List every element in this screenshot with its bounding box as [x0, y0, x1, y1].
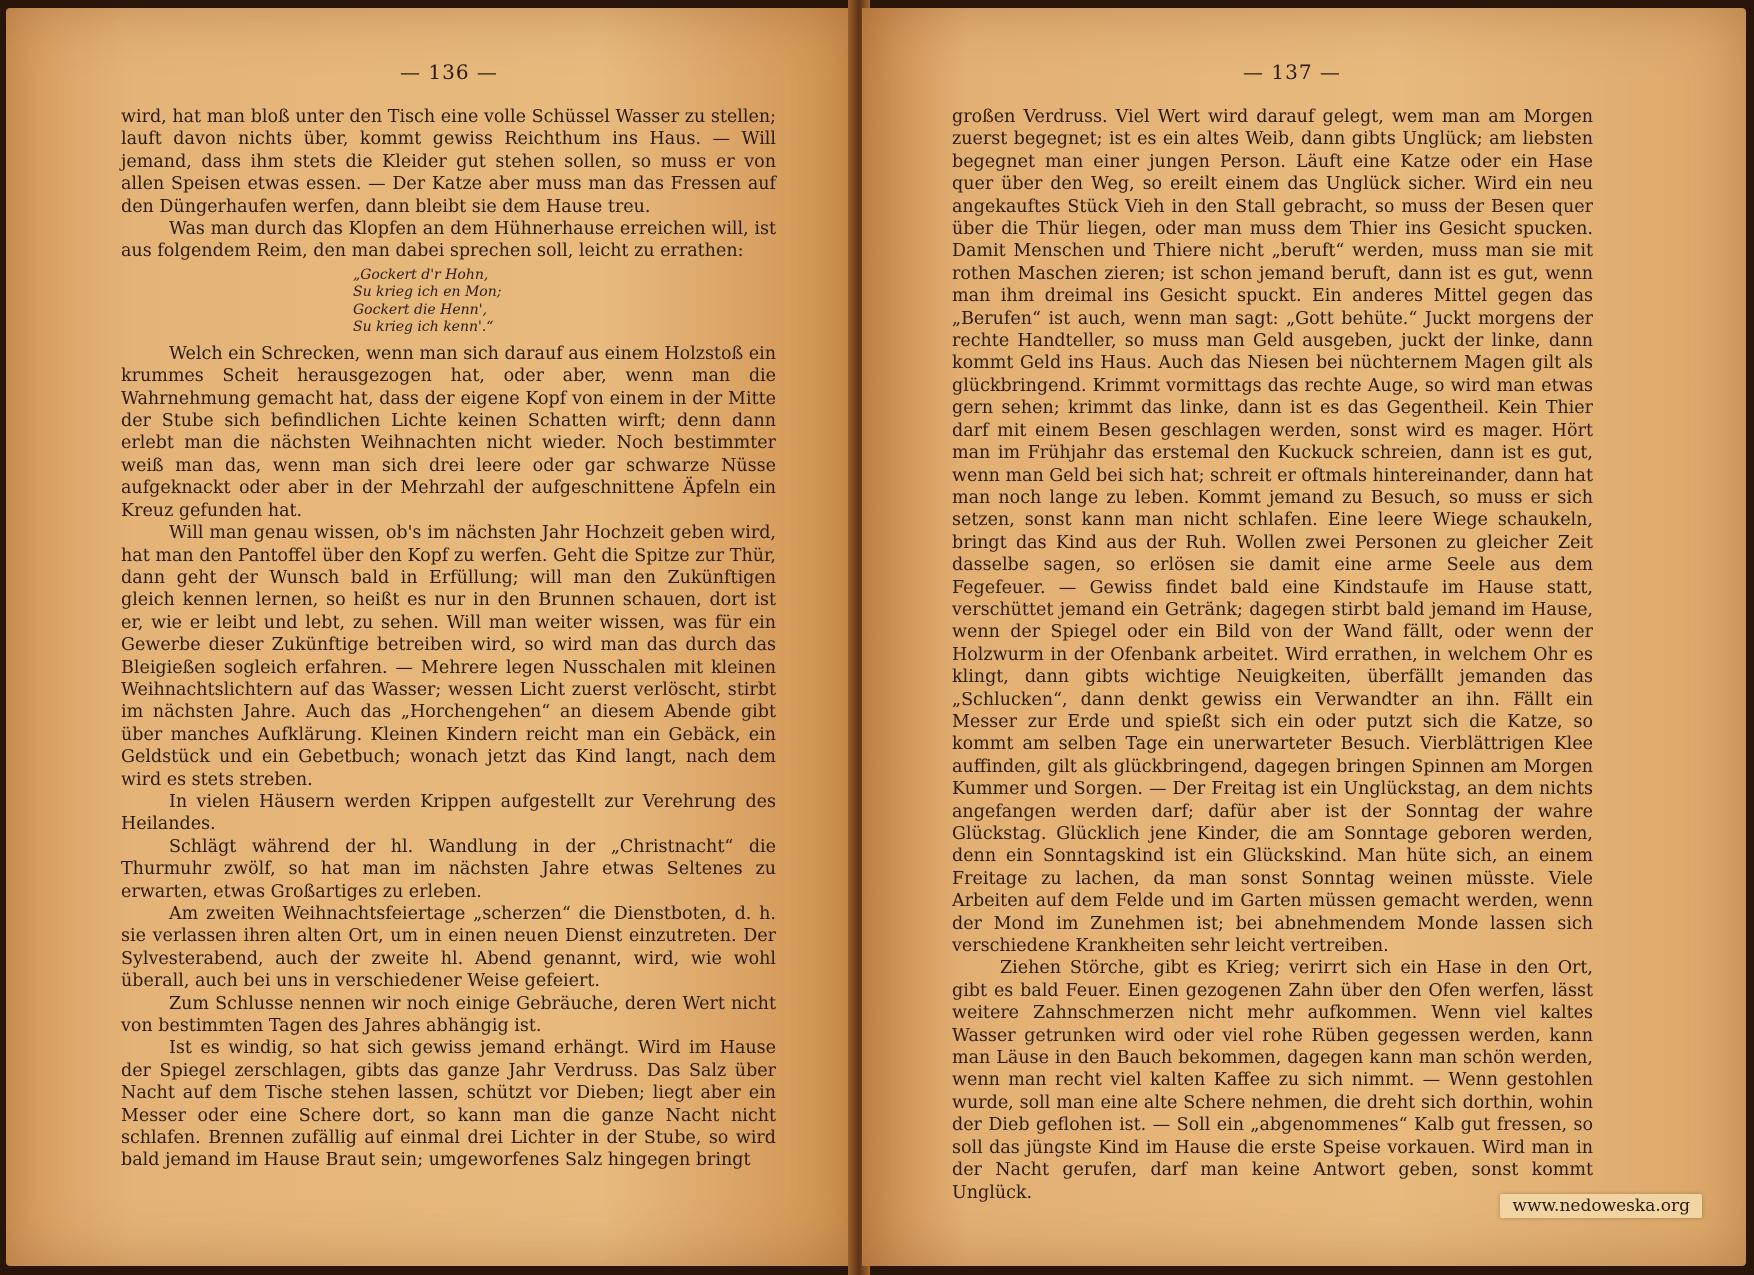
left-page	[6, 8, 856, 1266]
right-page	[862, 8, 1746, 1266]
verse-line: „Gockert d'r Hohn,	[353, 266, 489, 283]
left-page-number: — 136 —	[400, 60, 498, 84]
verse-line: Su krieg ich en Mon;	[353, 284, 502, 301]
verse-line: Gockert die Henn',	[353, 301, 487, 318]
paragraph: Ist es windig, so hat sich gewiss jemand erhängt. Wird im Hause der Spiegel zerschlagen, gibts das ganze Jahr Verdruss. Das Salz über Nacht auf dem Tische stehen lassen, schützt vor Dieben; liegt aber ein Messer oder eine Schere dort, so kann man die ganze Nacht nicht schlafen. Brennen zufällig auf einmal drei Lichter in der Stube, so wird bald jemand im Hause Braut sein; umgeworfenes Salz hingegen bringt	[121, 1038, 776, 1171]
paragraph: Zum Schlusse nennen wir noch einige Gebräuche, deren Wert nicht von bestimmten Tagen des Jahres abhängig ist.	[121, 993, 776, 1037]
watermark-label: www.nedoweska.org	[1500, 1194, 1702, 1218]
paragraph: großen Verdruss. Viel Wert wird darauf gelegt, wem man am Morgen zuerst begegnet; ist es ein altes Weib, dann gibts Unglück; am liebsten begegnet man einer jungen Person. Läuft eine Katze oder ein Hase quer über den Weg, so ereilt einem das Unglück sicher. Wird ein neu angekauftes Stück Vieh in den Stall gebracht, so muss der Besen quer über die Thür liegen, oder man muss dem Thier ins Gesicht spucken. Damit Menschen und Thiere nicht „beruft“ werden, muss man sie mit rothen Maschen zieren; ist schon jemand beruft, dann ist es gut, wenn man ihm dreimal ins Gesicht spuckt. Ein anderes Mittel gegen das „Berufen“ ist auch, wenn man sagt: „Gott behüte.“ Juckt morgens der rechte Handteller, so muss man Geld ausgeben, juckt der linke, dann kommt Geld ins Haus. Auch das Niesen bei nüchternem Magen gilt als glückbringend. Krimmt vormittags das rechte Auge, so wird man etwas gern sehen; krimmt das linke, dann ist es das Gegentheil. Kein Thier darf mit einem Besen geschlagen werden, sonst wird es mager. Hört man im Frühjahr das erstemal den Kuckuck schreien, dann ist es gut, wenn man Geld bei sich hat; schreit er oftmals hintereinander, dann hat man noch lange zu leben. Kommt jemand zu Besuch, so muss er sich setzen, sonst kann man nicht schlafen. Eine leere Wiege schaukeln, bringt das Kind aus der Ruh. Wollen zwei Personen zu gleicher Zeit dasselbe sagen, so erlösen sie damit eine arme Seele aus dem Fegefeuer. — Gewiss findet bald eine Kindstaufe im Hause statt, verschüttet jemand ein Getränk; dagegen stirbt bald jemand im Hause, wenn der Spiegel oder ein Bild von der Wand fällt, oder wenn der Holzwurm in der Ofenbank arbeitet. Wird errathen, in welchem Ohr es klingt, dann gibts wichtige Neuigkeiten, überfällt jemanden das „Schlucken“, dann denkt gewiss ein Verwandter an ihn. Fällt ein Messer zur Erde und spießt sich ein oder putzt sich die Katze, so kommt am selben Tage ein unerwarteter Besuch. Vierblättrigen Klee auffinden, gilt als glückbringend, dagegen bringen Spinnen am Morgen Kummer und Sorgen. — Der Freitag ist ein Unglückstag, an dem nichts angefangen werden darf; dafür aber ist der Sonntag der wahre Glückstag. Glücklich jene Kinder, die am Sonntage geboren werden, denn ein Sonntagskind ist ein Glückskind. Man hüte sich, an einem Freitage zu lachen, da man sonst Sonntag weinen müsste. Viele Arbeiten auf dem Felde und im Garten müssen gemacht werden, wenn der Mond im Zunehmen ist; bei abnehmendem Monde lassen sich verschiedene Krankheiten sehr leicht vertreiben.	[952, 107, 1594, 957]
paragraph: Ziehen Störche, gibt es Krieg; verirrt sich ein Hase in den Ort, gibt es bald Feuer. Einen gezogenen Zahn über den Ofen werfen, lässt weitere Zahnschmerzen nicht mehr aufkommen. Wenn viel kaltes Wasser getrunken wird oder viel rohe Rüben gegessen werden, kann man Läuse in den Bauch bekommen, dagegen kann man schön werden, wenn man recht viel kalten Kaffee zu sich nimmt. — Wenn gestohlen wurde, soll man eine alte Schere nehmen, die dreht sich dorthin, wohin der Dieb geflohen ist. — Soll ein „abgenommenes“ Kalb gut fressen, so soll das jüngste Kind im Hause die erste Speise vorkauen. Wird man in der Nacht gerufen, darf man keine Antwort geben, sonst kommt Unglück.	[952, 958, 1593, 1203]
paragraph: Will man genau wissen, ob's im nächsten Jahr Hochzeit geben wird, hat man den Pantoffel über den Kopf zu werfen. Geht die Spitze zur Thür, dann geht der Wunsch bald in Erfüllung; will man den Zukünftigen gleich kennen lernen, so heißt es nur in den Brunnen schauen, dort ist er, wie er leibt und lebt, zu sehen. Will man weiter wissen, was für ein Gewerbe dieser Zukünftige betreiben wird, so wird man das durch das Bleigießen sogleich erfahren. — Mehrere legen Nusschalen mit kleinen Weihnachtslichtern auf das Wasser; wessen Licht zuerst verlöscht, stirbt im nächsten Jahre. Auch das „Horchengehen“ an diesem Abende gibt über manches Aufklärung. Kleinen Kindern reicht man ein Gebäck, ein Geldstück und ein Gebetbuch; wonach jetzt das Kind langt, nach dem wird es stets streben.	[121, 523, 776, 790]
paragraph: Was man durch das Klopfen an dem Hühnerhause erreichen will, ist aus folgendem Reim, den man dabei sprechen soll, leicht zu errathen:	[121, 219, 776, 262]
paragraph: Am zweiten Weihnachtsfeiertage „scherzen“ die Dienstboten, d. h. sie verlassen ihren alten Ort, um in einen neuen Dienst einzutreten. Der Sylvesterabend, auch der zweite hl. Abend genannt, wird, wie wohl überall, auch bei uns in verschiedener Weise gefeiert.	[121, 904, 776, 992]
right-page-number: — 137 —	[1243, 60, 1341, 84]
paragraph: Welch ein Schrecken, wenn man sich darauf aus einem Holzstoß ein krummes Scheit herausgezogen hat, oder aber, wenn man die Wahrnehmung gemacht hat, dass der eigene Kopf von einem in der Mitte der Stube sich befindlichen Lichte keinen Schatten wirft; denn dann erlebt man die nächsten Weihnachten nicht wieder. Noch bestimmter weiß man das, wenn man sich drei leere oder gar schwarze Nüsse aufgeknackt oder aber in der Mehrzahl der aufgeschnittene Äpfeln ein Kreuz gefunden hat.	[121, 343, 776, 521]
left-page-text	[121, 106, 776, 1172]
paragraph: Schlägt während der hl. Wandlung in der „Christnacht“ die Thurmuhr zwölf, so hat man im nächsten Jahre etwas Seltenes zu erwarten, etwas Großartiges zu erleben.	[121, 836, 776, 902]
verse	[353, 267, 776, 337]
paragraph: In vielen Häusern werden Krippen aufgestellt zur Verehrung des Heilandes.	[121, 791, 776, 835]
verse-line: Su krieg ich kenn'.“	[353, 319, 494, 336]
right-page-text	[952, 106, 1593, 1204]
paragraph: wird, hat man bloß unter den Tisch eine volle Schüssel Wasser zu stellen; lauft davon nichts über, kommt gewiss Reichthum ins Haus. — Will jemand, dass ihm stets die Kleider gut stehen sollen, so muss er von allen Speisen etwas essen. — Der Katze aber muss man das Fressen auf den Düngerhaufen werfen, dann bleibt sie dem Hause treu.	[121, 107, 776, 217]
